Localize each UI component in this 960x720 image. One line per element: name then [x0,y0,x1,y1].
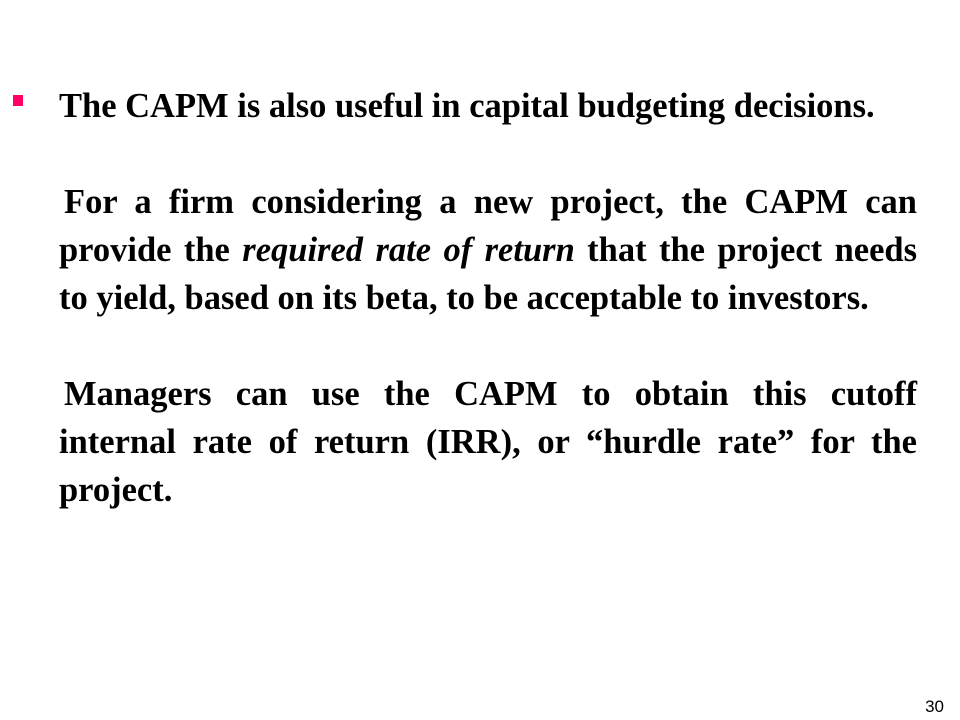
slide-body [59,82,917,514]
paragraph-capm-capital-budgeting: The CAPM is also useful in capital budgeting decisions. [59,87,875,125]
paragraph-hurdle-rate: Managers can use the CAPM to obtain this cutoff internal rate of return (IRR), or “hurdle rate” for the project. [59,375,917,509]
bullet-square-icon [13,95,23,106]
paragraph-text-start: For a firm considering a new project, the CAPM can provide the [59,183,917,269]
paragraph-required-rate-of-return [59,178,917,322]
emphasis-required-rate-of-return: required rate of return [242,231,575,269]
page-number: 30 [925,697,944,716]
paragraph-text-end: that the project needs to yield, based on its beta, to be acceptable to investors. [59,231,917,317]
